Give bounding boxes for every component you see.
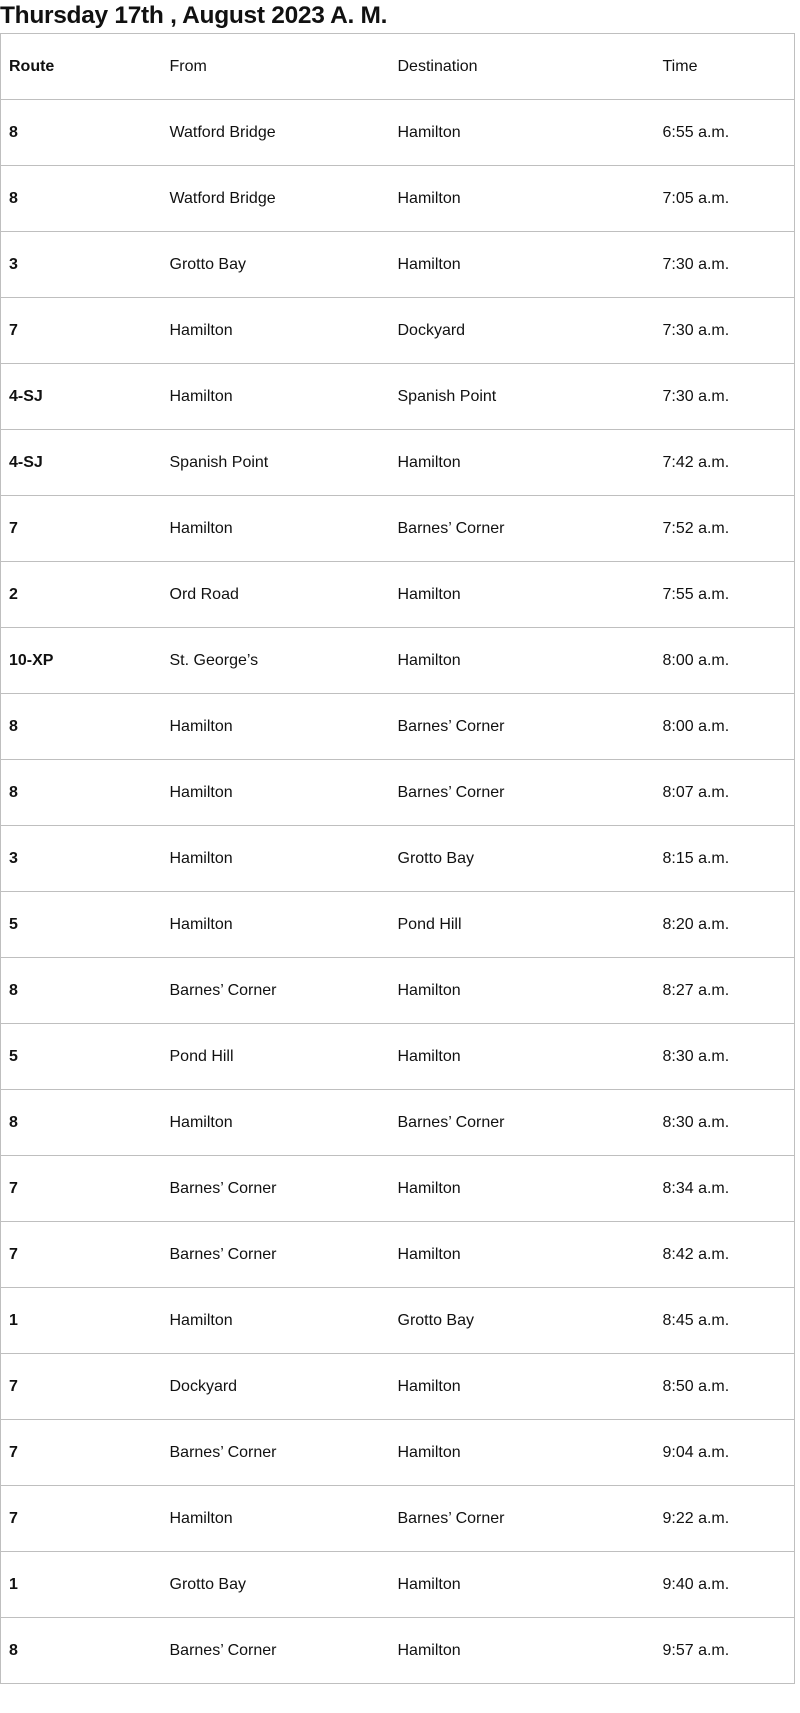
from-cell: Spanish Point (162, 430, 390, 496)
destination-cell: Hamilton (390, 100, 655, 166)
table-body (1, 100, 795, 1684)
route-cell: 7 (1, 1222, 162, 1288)
table-row (1, 496, 795, 562)
time-cell: 8:50 a.m. (655, 1354, 795, 1420)
time-cell: 9:57 a.m. (655, 1618, 795, 1684)
from-cell: Barnes’ Corner (162, 1618, 390, 1684)
route-cell: 7 (1, 1420, 162, 1486)
header-destination: Destination (390, 34, 655, 100)
table-row (1, 1420, 795, 1486)
from-cell: Barnes’ Corner (162, 1156, 390, 1222)
destination-cell: Barnes’ Corner (390, 1090, 655, 1156)
route-cell: 8 (1, 1618, 162, 1684)
table-row (1, 1486, 795, 1552)
destination-cell: Hamilton (390, 1354, 655, 1420)
destination-cell: Hamilton (390, 232, 655, 298)
from-cell: Hamilton (162, 496, 390, 562)
header-time: Time (655, 34, 795, 100)
table-row (1, 298, 795, 364)
route-cell: 8 (1, 100, 162, 166)
from-cell: Pond Hill (162, 1024, 390, 1090)
destination-cell: Hamilton (390, 562, 655, 628)
destination-cell: Barnes’ Corner (390, 760, 655, 826)
table-row (1, 562, 795, 628)
from-cell: Dockyard (162, 1354, 390, 1420)
destination-cell: Spanish Point (390, 364, 655, 430)
route-cell: 8 (1, 1090, 162, 1156)
from-cell: Hamilton (162, 760, 390, 826)
time-cell: 9:22 a.m. (655, 1486, 795, 1552)
table-row (1, 1024, 795, 1090)
table-row (1, 1552, 795, 1618)
from-cell: Grotto Bay (162, 232, 390, 298)
destination-cell: Dockyard (390, 298, 655, 364)
table-header (1, 34, 795, 100)
route-cell: 7 (1, 1486, 162, 1552)
time-cell: 8:45 a.m. (655, 1288, 795, 1354)
table-row (1, 100, 795, 166)
table-row (1, 232, 795, 298)
route-cell: 8 (1, 694, 162, 760)
time-cell: 8:20 a.m. (655, 892, 795, 958)
time-cell: 8:00 a.m. (655, 628, 795, 694)
bus-schedule-table (0, 33, 795, 1684)
route-cell: 1 (1, 1552, 162, 1618)
destination-cell: Hamilton (390, 166, 655, 232)
from-cell: Watford Bridge (162, 100, 390, 166)
header-route: Route (1, 34, 162, 100)
time-cell: 7:42 a.m. (655, 430, 795, 496)
destination-cell: Grotto Bay (390, 1288, 655, 1354)
time-cell: 8:34 a.m. (655, 1156, 795, 1222)
destination-cell: Hamilton (390, 430, 655, 496)
route-cell: 3 (1, 232, 162, 298)
table-row (1, 430, 795, 496)
from-cell: Ord Road (162, 562, 390, 628)
time-cell: 7:30 a.m. (655, 298, 795, 364)
from-cell: Watford Bridge (162, 166, 390, 232)
destination-cell: Hamilton (390, 958, 655, 1024)
table-row (1, 958, 795, 1024)
from-cell: Hamilton (162, 298, 390, 364)
destination-cell: Hamilton (390, 1222, 655, 1288)
time-cell: 7:55 a.m. (655, 562, 795, 628)
time-cell: 8:27 a.m. (655, 958, 795, 1024)
time-cell: 8:00 a.m. (655, 694, 795, 760)
destination-cell: Hamilton (390, 628, 655, 694)
from-cell: Barnes’ Corner (162, 958, 390, 1024)
time-cell: 7:30 a.m. (655, 232, 795, 298)
destination-cell: Hamilton (390, 1024, 655, 1090)
destination-cell: Hamilton (390, 1420, 655, 1486)
time-cell: 9:04 a.m. (655, 1420, 795, 1486)
route-cell: 7 (1, 1354, 162, 1420)
route-cell: 4-SJ (1, 364, 162, 430)
table-row (1, 1156, 795, 1222)
header-from: From (162, 34, 390, 100)
destination-cell: Barnes’ Corner (390, 694, 655, 760)
destination-cell: Hamilton (390, 1156, 655, 1222)
from-cell: St. George’s (162, 628, 390, 694)
table-row (1, 1354, 795, 1420)
from-cell: Hamilton (162, 1486, 390, 1552)
from-cell: Hamilton (162, 892, 390, 958)
route-cell: 4-SJ (1, 430, 162, 496)
route-cell: 5 (1, 1024, 162, 1090)
table-row (1, 1288, 795, 1354)
from-cell: Barnes’ Corner (162, 1420, 390, 1486)
route-cell: 8 (1, 760, 162, 826)
time-cell: 6:55 a.m. (655, 100, 795, 166)
from-cell: Barnes’ Corner (162, 1222, 390, 1288)
from-cell: Hamilton (162, 694, 390, 760)
time-cell: 8:15 a.m. (655, 826, 795, 892)
destination-cell: Barnes’ Corner (390, 1486, 655, 1552)
table-row (1, 1618, 795, 1684)
time-cell: 8:07 a.m. (655, 760, 795, 826)
from-cell: Hamilton (162, 826, 390, 892)
page-title: Thursday 17th , August 2023 A. M. (0, 2, 388, 29)
time-cell: 7:52 a.m. (655, 496, 795, 562)
table-row (1, 1222, 795, 1288)
route-cell: 2 (1, 562, 162, 628)
table-row (1, 694, 795, 760)
time-cell: 7:05 a.m. (655, 166, 795, 232)
route-cell: 10-XP (1, 628, 162, 694)
route-cell: 1 (1, 1288, 162, 1354)
route-cell: 5 (1, 892, 162, 958)
table-row (1, 760, 795, 826)
destination-cell: Pond Hill (390, 892, 655, 958)
from-cell: Hamilton (162, 1288, 390, 1354)
destination-cell: Hamilton (390, 1618, 655, 1684)
table-row (1, 892, 795, 958)
table-row (1, 1090, 795, 1156)
header-row (1, 34, 795, 100)
table-row (1, 364, 795, 430)
route-cell: 8 (1, 166, 162, 232)
table-row (1, 826, 795, 892)
from-cell: Grotto Bay (162, 1552, 390, 1618)
time-cell: 8:42 a.m. (655, 1222, 795, 1288)
route-cell: 7 (1, 1156, 162, 1222)
destination-cell: Grotto Bay (390, 826, 655, 892)
route-cell: 3 (1, 826, 162, 892)
time-cell: 8:30 a.m. (655, 1024, 795, 1090)
destination-cell: Barnes’ Corner (390, 496, 655, 562)
time-cell: 7:30 a.m. (655, 364, 795, 430)
time-cell: 8:30 a.m. (655, 1090, 795, 1156)
table-row (1, 628, 795, 694)
route-cell: 8 (1, 958, 162, 1024)
from-cell: Hamilton (162, 1090, 390, 1156)
table-row (1, 166, 795, 232)
route-cell: 7 (1, 298, 162, 364)
from-cell: Hamilton (162, 364, 390, 430)
route-cell: 7 (1, 496, 162, 562)
time-cell: 9:40 a.m. (655, 1552, 795, 1618)
destination-cell: Hamilton (390, 1552, 655, 1618)
